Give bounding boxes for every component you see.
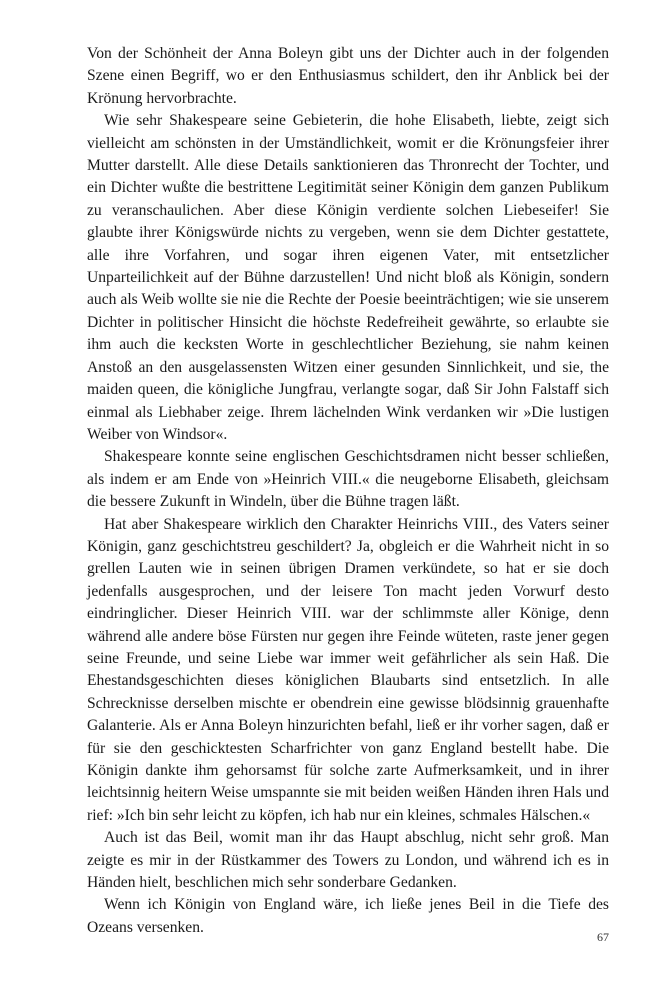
paragraph-3: Shakespeare konnte seine englischen Geschichtsdramen nicht besser schließen, als indem er am Ende von »Heinrich VIII.« die neugeborne Elisabeth, gleichsam die bessere Zukunft in Windeln, über die Bühne tragen läßt. [87, 448, 609, 511]
paragraph-2: Wie sehr Shakespeare seine Gebieterin, die hohe Elisabeth, liebte, zeigt sich vielleicht am schönsten in der Umständlichkeit, womit er die Krönungsfeier ihrer Mutter darstellt. Alle diese Details sanktionieren das Thronrecht der Tochter, und ein Dichter wußte die bestrittene Legitimität seiner Königin dem ganzen Publikum zu veranschaulichen. Aber diese Königin verdiente solchen Liebeseifer! Sie glaubte ihrer Königswürde nichts zu vergeben, wenn sie dem Dichter gestattete, alle ihre Vorfahren, und sogar ihren eigenen Vater, mit entsetzlicher Unparteilichkeit auf der Bühne darzustellen! Und nicht bloß als Königin, sondern auch als Weib wollte sie nie die Rechte der Poesie beeinträchtigen; wie sie unserem Dichter in politischer Hinsicht die höchste Redefreiheit gewährte, so erlaubte sie ihm auch die kecksten Worte in geschlechtlicher Beziehung, sie nahm keinen Anstoß an den ausgelassensten Witzen einer gesunden Sinnlichkeit, und sie, the maiden queen, die königliche Jungfrau, verlangte sogar, daß Sir John Falstaff sich einmal als Liebhaber zeige. Ihrem lächelnden Wink verdanken wir »Die lustigen Weiber von Windsor«. [87, 112, 609, 443]
body-text [87, 43, 609, 939]
paragraph-1: Von der Schönheit der Anna Boleyn gibt uns der Dichter auch in der folgenden Szene einen Begriff, wo er den Enthusiasmus schildert, den ihr Anblick bei der Krönung hervorbrachte. [87, 45, 609, 107]
paragraph-4: Hat aber Shakespeare wirklich den Charakter Heinrichs VIII., des Vaters seiner Königin, ganz geschichtstreu geschildert? Ja, obgleich er die Wahrheit nicht in so grellen Lauten wie in seinen übrigen Dramen verkündete, so hat er sie doch jedenfalls ausgesprochen, und der leisere Ton macht jeden Vorwurf desto eindringlicher. Dieser Heinrich VIII. war der schlimmste aller Könige, denn während alle andere böse Fürsten nur gegen ihre Feinde wüteten, raste jener gegen seine Freunde, und seine Liebe war immer weit gefährlicher als sein Haß. Die Ehestandsgeschichten dieses königlichen Blaubarts sind entsetzlich. In alle Schrecknisse derselben mischte er obendrein eine gewisse blödsinnig grauenhafte Galanterie. Als er Anna Boleyn hinzurichten befahl, ließ er ihr vorher sagen, daß er für sie den geschicktesten Scharfrichter von ganz England bestellt habe. Die Königin dankte ihm gehorsamst für solche zarte Aufmerksamkeit, und in ihrer leichtsinnig heitern Weise umspannte sie mit beiden weißen Händen ihren Hals und rief: »Ich bin sehr leicht zu köpfen, ich hab nur ein kleines, schmales Hälschen.« [87, 515, 609, 824]
paragraph-6: Wenn ich Königin von England wäre, ich ließe jenes Beil in die Tiefe des Ozeans versenken. [87, 896, 609, 936]
paragraph-5: Auch ist das Beil, womit man ihr das Haupt abschlug, nicht sehr groß. Man zeigte es mir in der Rüstkammer des Towers zu London, und während ich es in Händen hielt, beschlichen mich sehr sonderbare Gedanken. [87, 829, 609, 892]
page-number: 67 [597, 930, 609, 944]
